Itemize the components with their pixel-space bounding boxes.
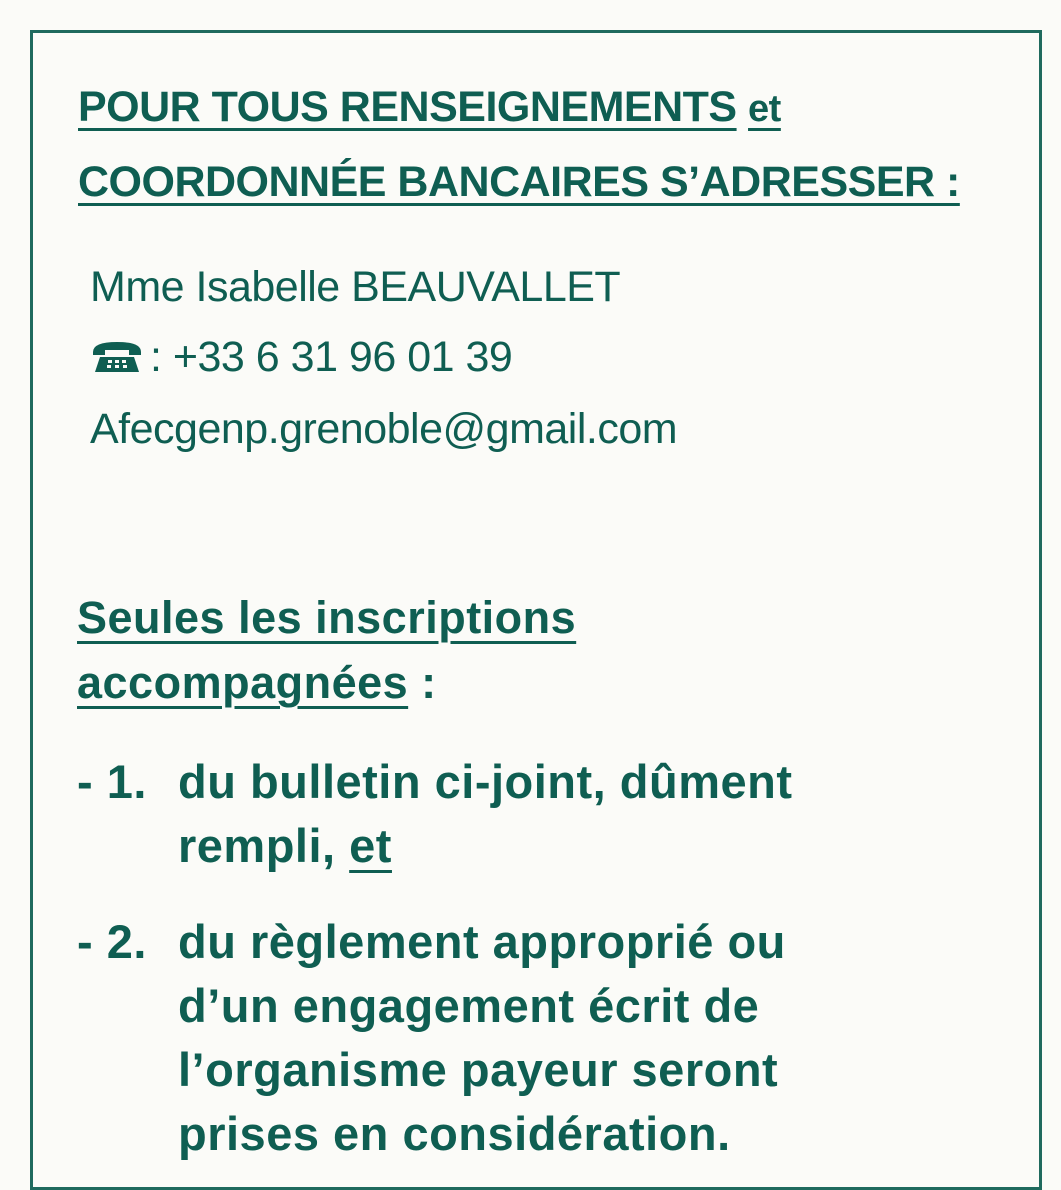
info-heading-line-1 [78,83,781,131]
phone-prefix: : [150,333,162,381]
notice-accompagnees: accompagnées [77,657,409,708]
condition-1-line-2 [178,819,392,872]
notice-colon: : [408,657,437,708]
info-heading-et: et [748,88,781,130]
condition-1-et: et [349,819,392,872]
condition-2-marker: - 2. [77,915,147,968]
contact-email: Afecgenp.grenoble@gmail.com [90,405,678,453]
condition-2-line-4: prises en considération. [178,1107,731,1160]
notice-line-2 [77,657,437,708]
info-heading-line-2-text: COORDONNÉE BANCAIRES S’ADRESSER : [78,158,960,206]
contact-phone: +33 6 31 96 01 39 [172,333,513,381]
condition-2-line-3: l’organisme payeur seront [178,1043,779,1096]
condition-1-line-1: du bulletin ci-joint, dûment [178,755,793,808]
condition-1-marker: - 1. [77,755,147,808]
contact-phone-row [90,333,513,381]
notice-line-1-text: Seules les inscriptions [77,592,577,643]
info-heading-main: POUR TOUS RENSEIGNEMENTS [78,83,737,131]
condition-1-line-2-text: rempli, [178,819,350,872]
telephone-icon [90,338,144,374]
condition-2-line-1: du règlement approprié ou [178,915,786,968]
contact-name: Mme Isabelle BEAUVALLET [90,263,621,311]
notice-line-1 [77,592,577,643]
info-heading-line-2 [78,158,960,206]
condition-2-line-2: d’un engagement écrit de [178,979,760,1032]
